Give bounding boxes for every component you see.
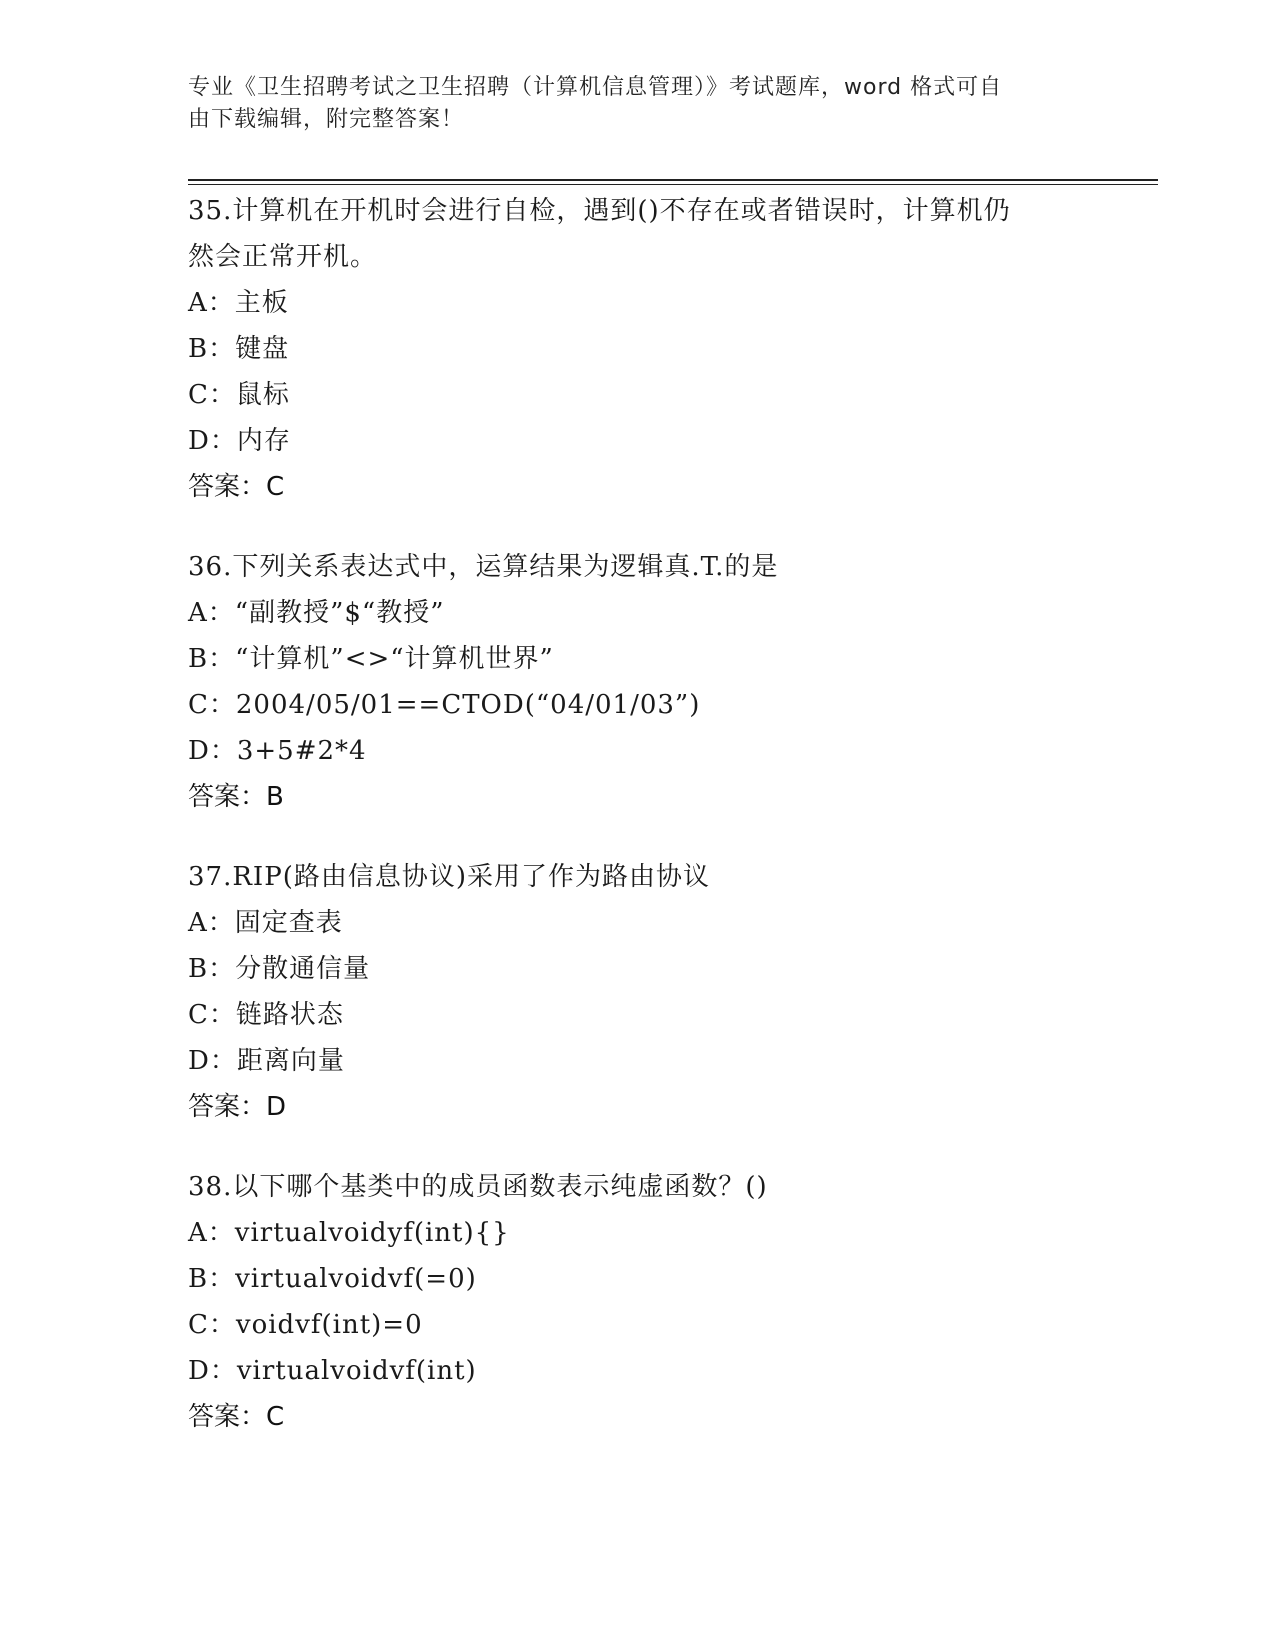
option-a: A：“副教授”$“教授” bbox=[188, 598, 445, 628]
question-36 bbox=[188, 544, 1088, 820]
header-line-1: 专业《卫生招聘考试之卫生招聘（计算机信息管理）》考试题库，word 格式可自 bbox=[188, 75, 1003, 100]
question-37 bbox=[188, 854, 1088, 1130]
option-c: C：链路状态 bbox=[188, 1000, 344, 1030]
option-b: B：键盘 bbox=[188, 334, 290, 364]
header-line-2: 由下载编辑，附完整答案！ bbox=[188, 107, 465, 132]
option-d: D：内存 bbox=[188, 426, 291, 456]
question-35 bbox=[188, 188, 1088, 510]
header-divider-thick bbox=[188, 179, 1158, 181]
document-header bbox=[188, 72, 1088, 136]
option-c: C：2004/05/01==CTOD(“04/01/03”) bbox=[188, 690, 701, 720]
question-stem: 35.计算机在开机时会进行自检，遇到()不存在或者错误时，计算机仍 bbox=[188, 196, 1011, 226]
question-stem: 37.RIP(路由信息协议)采用了作为路由协议 bbox=[188, 862, 710, 892]
option-b: B：“计算机”<>“计算机世界” bbox=[188, 644, 554, 674]
option-b: B：virtualvoidvf(=0) bbox=[188, 1264, 477, 1294]
answer-line: 答案：D bbox=[188, 1092, 287, 1122]
answer-line: 答案：C bbox=[188, 472, 285, 502]
option-d: D：virtualvoidvf(int) bbox=[188, 1356, 477, 1386]
option-d: D：3+5#2*4 bbox=[188, 736, 367, 766]
answer-line: 答案：C bbox=[188, 1402, 285, 1432]
question-list bbox=[188, 188, 1088, 1474]
option-a: A：主板 bbox=[188, 288, 289, 318]
question-38 bbox=[188, 1164, 1088, 1440]
option-c: C：voidvf(int)=0 bbox=[188, 1310, 423, 1340]
option-b: B：分散通信量 bbox=[188, 954, 371, 984]
option-c: C：鼠标 bbox=[188, 380, 290, 410]
answer-line: 答案：B bbox=[188, 782, 284, 812]
question-stem: 36.下列关系表达式中，运算结果为逻辑真.T.的是 bbox=[188, 552, 779, 582]
option-a: A：固定查表 bbox=[188, 908, 343, 938]
question-stem: 38.以下哪个基类中的成员函数表示纯虚函数？() bbox=[188, 1172, 768, 1202]
question-stem-continued: 然会正常开机。 bbox=[188, 242, 378, 272]
option-d: D：距离向量 bbox=[188, 1046, 345, 1076]
header-divider-thin bbox=[188, 184, 1158, 185]
option-a: A：virtualvoidyf(int){} bbox=[188, 1218, 510, 1248]
